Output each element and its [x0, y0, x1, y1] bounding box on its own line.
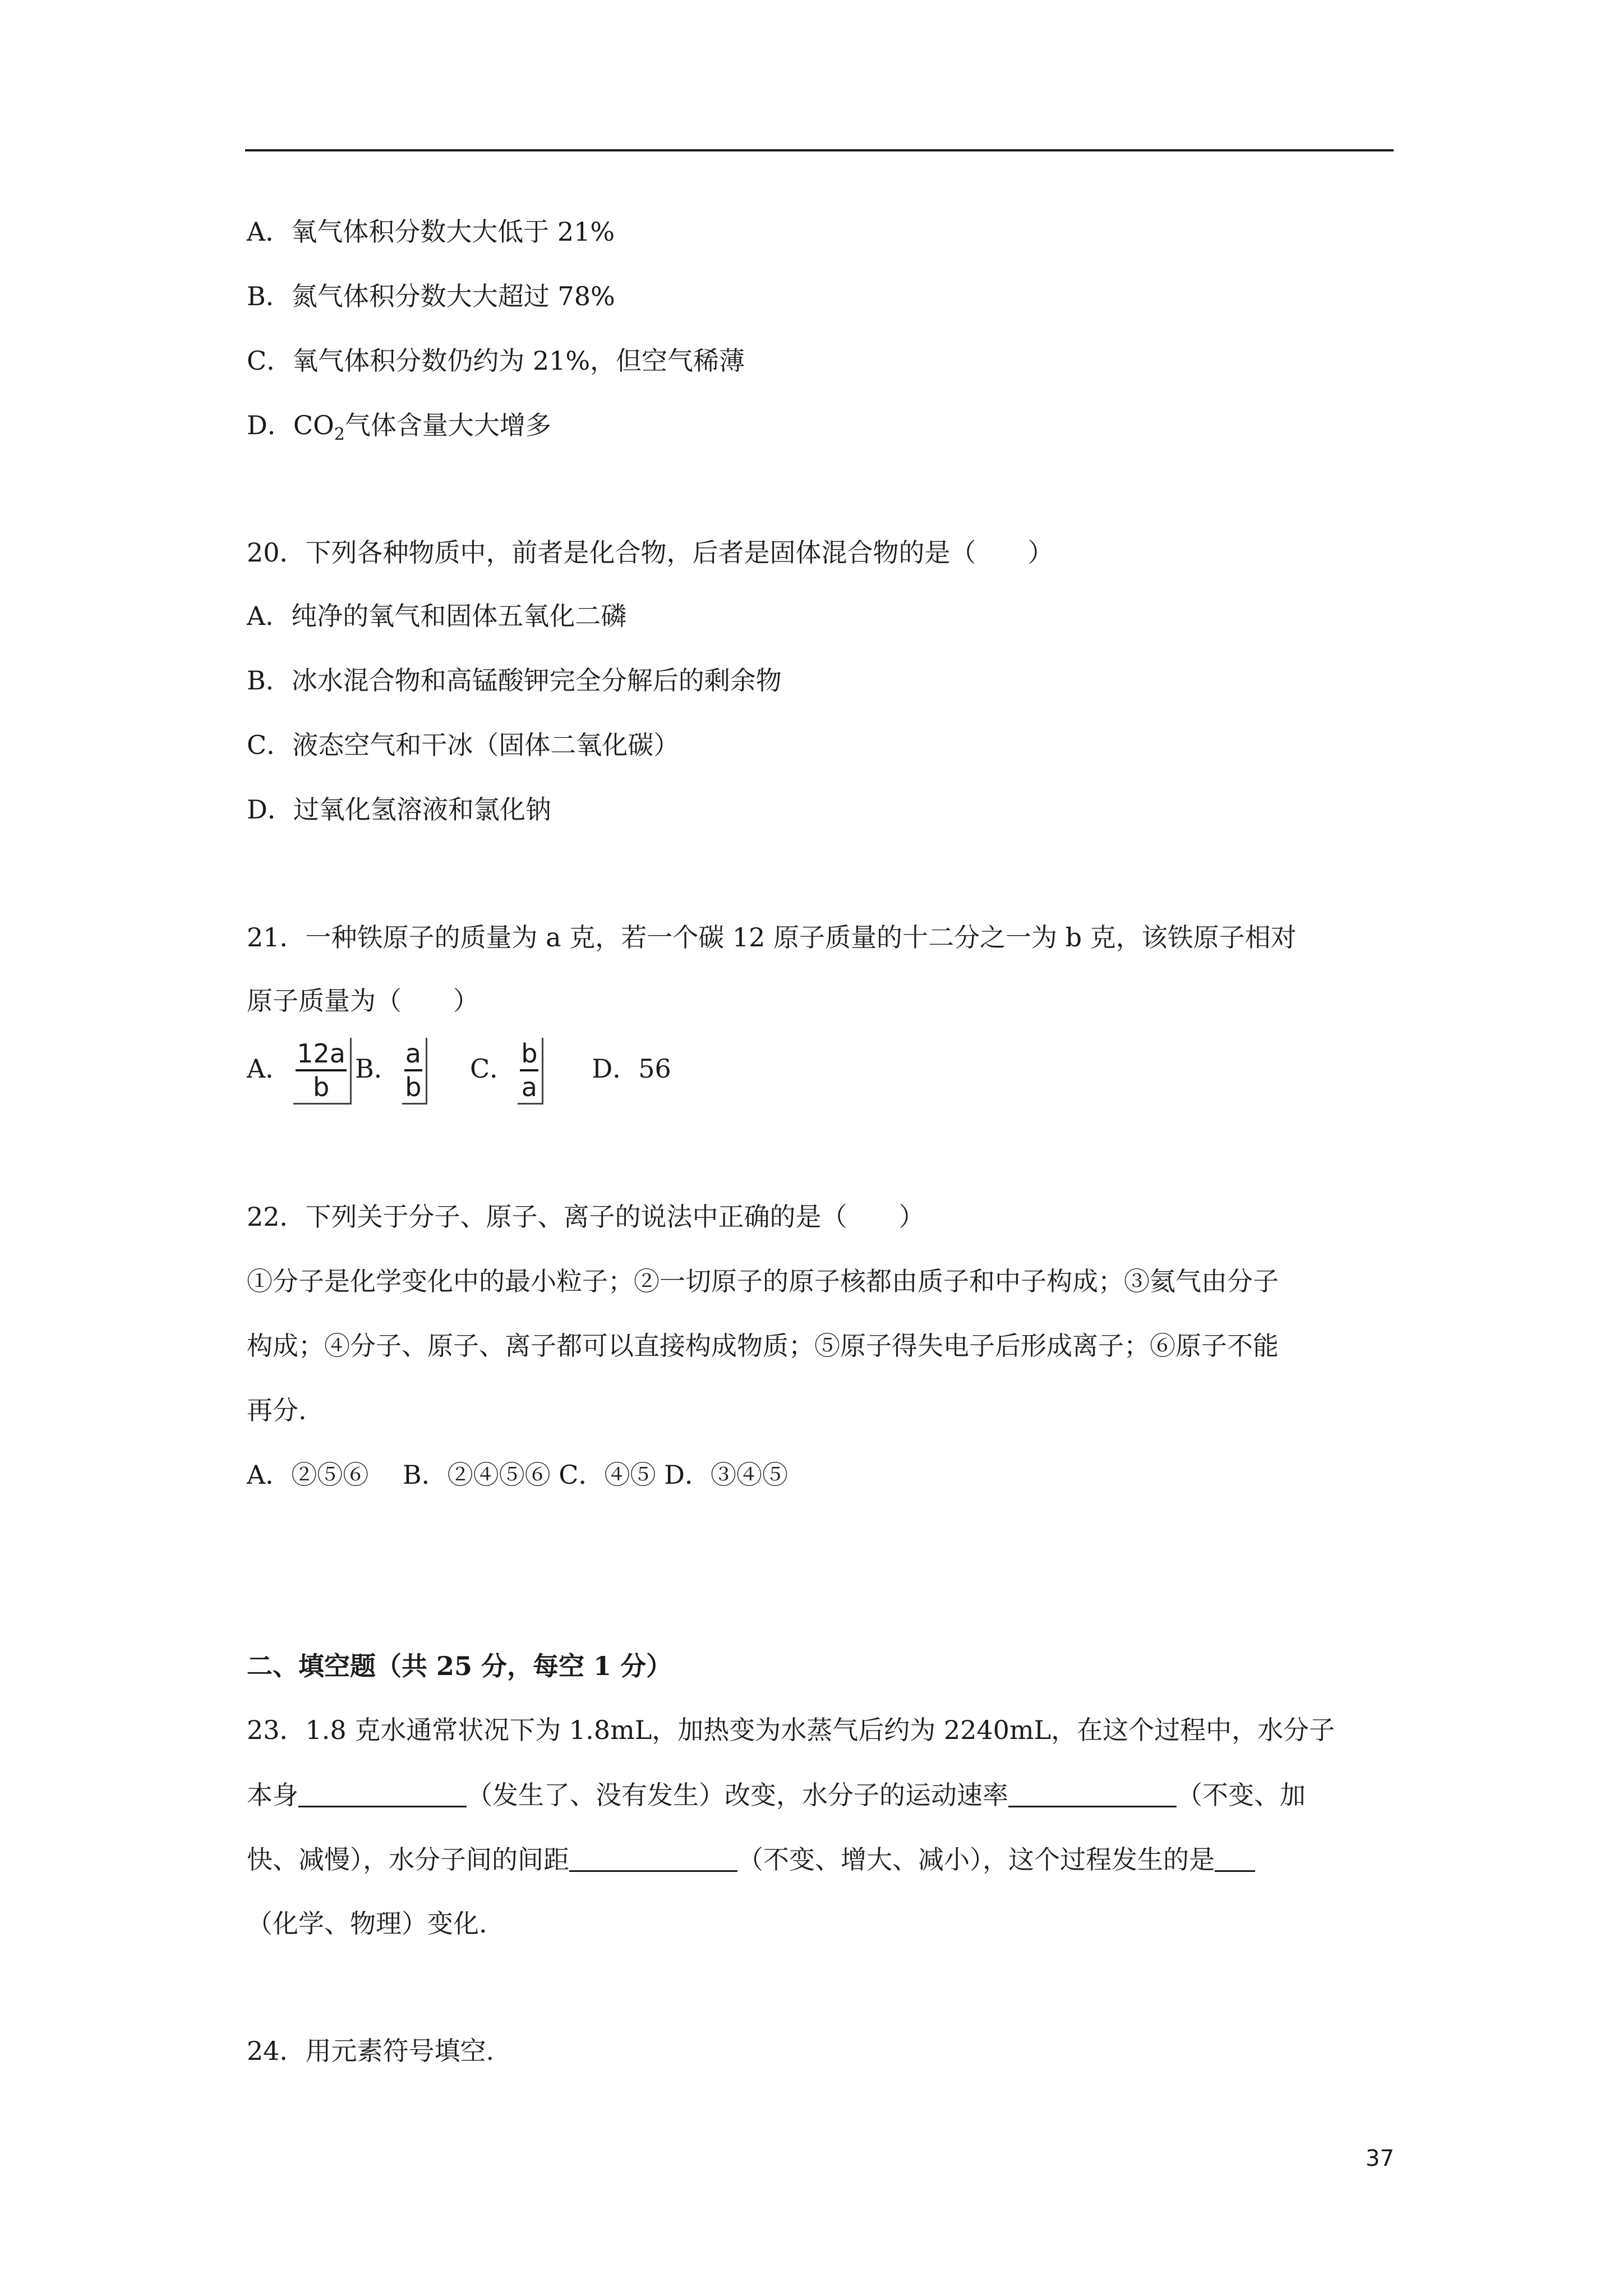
q21-option-b-numerator: a	[404, 1038, 422, 1071]
q21-options	[247, 1032, 671, 1105]
q22-statement-line1: ①分子是化学变化中的最小粒子；②一切原子的原子核都由质子和中子构成；③氦气由分子	[247, 1266, 1279, 1296]
q23-line1: 23．1.8 克水通常状况下为 1.8mL，加热变为水蒸气后约为 2240mL，在这个过程中，水分子	[247, 1715, 1335, 1745]
q21-option-c-fraction	[518, 1038, 543, 1105]
q23-blank-1[interactable]	[298, 1778, 467, 1807]
q19-option-b: B．氮气体积分数大大超过 78%	[247, 281, 615, 311]
q21-option-b-fraction	[402, 1038, 427, 1105]
q21-option-b-denominator: b	[405, 1071, 422, 1102]
q23-line2-text-a: 本身	[247, 1780, 298, 1810]
q21-option-d: D．56	[592, 1053, 671, 1084]
q21-option-a-label: A．	[247, 1053, 292, 1084]
section-heading-fill-in: 二、填空题（共 25 分，每空 1 分）	[247, 1651, 672, 1681]
q23-blank-2[interactable]	[1008, 1778, 1177, 1807]
q20-stem: 20．下列各种物质中，前者是化合物，后者是固体混合物的是（ ）	[247, 537, 1054, 568]
q20-option-c: C．液态空气和干冰（固体二氧化碳）	[247, 730, 680, 760]
q19-option-d-post: 气体含量大大增多	[344, 410, 551, 440]
q22-statement-line2: 构成；④分子、原子、离子都可以直接构成物质；⑤原子得失电子后形成离子；⑥原子不能	[247, 1331, 1279, 1361]
q19-option-c: C．氧气体积分数仍约为 21%，但空气稀薄	[247, 346, 745, 376]
q21-option-c-denominator: a	[521, 1071, 537, 1102]
q21-option-a-fraction	[293, 1038, 352, 1105]
q23-line4: （化学、物理）变化.	[247, 1908, 487, 1939]
header-rule	[245, 149, 1394, 151]
q21-option-c-label: C．	[469, 1053, 516, 1084]
q23-line2-text-c: （不变、加	[1177, 1780, 1306, 1810]
q23-line2-text-b: （发生了、没有发生）改变，水分子的运动速率	[467, 1780, 1008, 1810]
q21-option-c-numerator: b	[520, 1038, 538, 1071]
q20-option-d: D．过氧化氢溶液和氯化钠	[247, 794, 551, 825]
q22-statement-line3: 再分.	[247, 1395, 307, 1425]
q23-line3-text-b: （不变、增大、减小），这个过程发生的是	[737, 1844, 1215, 1875]
q21-stem-line2: 原子质量为（ ）	[247, 986, 479, 1016]
q23-line2	[247, 1778, 1306, 1812]
q21-stem-line1: 21．一种铁原子的质量为 a 克，若一个碳 12 原子质量的十二分之一为 b 克，该铁原子相对	[247, 922, 1297, 953]
q22-stem: 22．下列关于分子、原子、离子的说法中正确的是（ ）	[247, 1202, 925, 1232]
q23-blank-4[interactable]	[1215, 1842, 1255, 1872]
q22-options: A．②⑤⑥ B．②④⑤⑥ C．④⑤ D．③④⑤	[247, 1460, 788, 1490]
page-number: 37	[1366, 2146, 1394, 2171]
q19-option-d	[247, 408, 551, 442]
q20-option-a: A．纯净的氧气和固体五氧化二磷	[247, 601, 627, 631]
q23-line3-text-a: 快、减慢），水分子间的间距	[247, 1844, 569, 1875]
q21-option-b-label: B．	[354, 1053, 400, 1084]
q19-option-d-subscript: 2	[334, 425, 345, 444]
q21-option-a-numerator: 12a	[296, 1038, 347, 1071]
q23-line3	[247, 1842, 1255, 1876]
q23-blank-3[interactable]	[569, 1842, 737, 1872]
q24-stem: 24．用元素符号填空.	[247, 2036, 495, 2066]
q19-option-d-pre: D．CO	[247, 410, 334, 440]
q21-option-a-denominator: b	[313, 1071, 330, 1102]
q19-option-a: A．氧气体积分数大大低于 21%	[247, 217, 615, 247]
q20-option-b: B．冰水混合物和高锰酸钾完全分解后的剩余物	[247, 665, 782, 696]
